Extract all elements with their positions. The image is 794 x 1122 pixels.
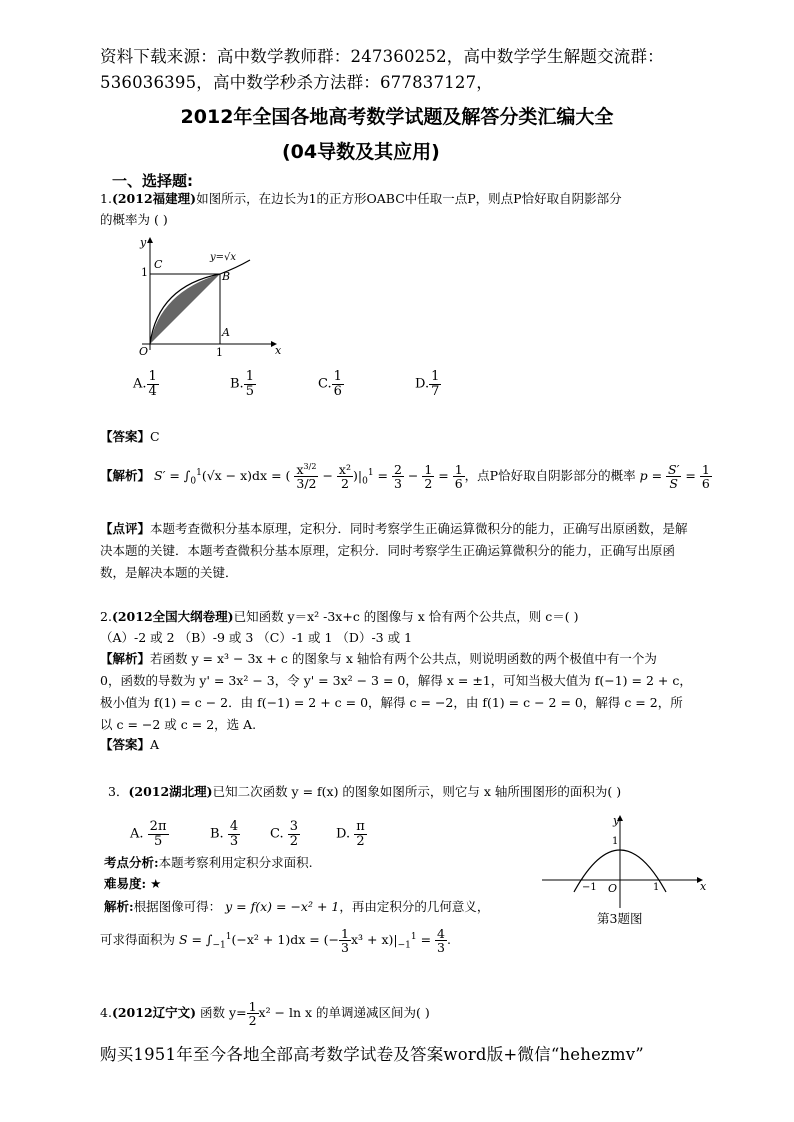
footer-ad: 购买1951年至今各地全部高考数学试卷及答案word版+微信“hehezmv”	[100, 1045, 644, 1064]
q3-label-x: x	[700, 880, 707, 893]
q1-option-d: D. $\frac{1}{7}$	[415, 369, 440, 399]
q3-analysis: 解析:根据图像可得： y = f(x) = −x² + 1，再由定积分的几何意义，	[104, 899, 490, 914]
q2-stem: 2.(2012全国大纲卷理)已知函数 y＝x² -3x+c 的图像与 x 恰有两个公共点，则 c＝( )	[100, 609, 579, 624]
q1-text: 如图所示，在边长为1的正方形OABC中任取一点P，则点P恰好取自阴影部分	[196, 191, 622, 206]
q2-answer: 【答案】A	[100, 737, 160, 752]
q1-option-a: A. $\frac{1}{4}$	[133, 369, 157, 399]
q2-analysis-1: 【解析】若函数 y = x³ − 3x + c 的图象与 x 轴恰有两个公共点，则说明函数的两个极值中有一个为	[100, 651, 657, 666]
q3-option-a: A. $\frac{2\pi}{5}$	[130, 819, 167, 849]
q4-stem: 4.(2012辽宁文) 函数 y= $\frac{1}{2}$ x² − ln x 的单调递减区间为( )	[100, 999, 430, 1029]
q1-number: 1.	[100, 191, 112, 206]
q3-label-o: O	[608, 882, 618, 895]
page-subtitle: (04导数及其应用)	[282, 141, 440, 163]
q2-analysis-2: 0，函数的导数为 y' = 3x² − 3，令 y' = 3x² − 3 = 0，解得 x = ±1，可知当极大值为 f(−1) = 2 + c，	[100, 673, 692, 688]
q3-difficulty: 难易度: ★	[104, 876, 162, 891]
q1-stem-cont: 的概率为 ( )	[100, 212, 168, 227]
q1-label-1x: 1	[216, 346, 223, 358]
header-line-2: 536036395，高中数学秒杀方法群：677837127，	[100, 73, 493, 92]
q3-graph-caption: 第3题图	[597, 911, 643, 926]
section-heading: 一、选择题:	[112, 172, 193, 190]
q3-option-c: C. $\frac{3}{2}$	[270, 819, 299, 849]
q3-label-1x: 1	[653, 882, 660, 893]
q3-label-1y: 1	[612, 836, 619, 847]
q1-option-b: B. $\frac{1}{5}$	[230, 369, 254, 399]
q1-label-y: y	[140, 236, 147, 249]
q2-options: （A）-2 或 2 （B）-9 或 3 （C）-1 或 1 （D）-3 或 1	[100, 630, 413, 645]
q2-analysis-3: 极小值为 f(1) = c − 2．由 f(−1) = 2 + c = 0，解得 c = −2，由 f(1) = c − 2 = 0，解得 c = 2，所	[100, 695, 683, 710]
q1-label-x: x	[275, 344, 282, 357]
q3-label-y: y	[613, 814, 620, 827]
q1-graph	[128, 228, 288, 358]
q1-option-c: C. $\frac{1}{6}$	[318, 369, 342, 399]
q1-label-c: C	[154, 258, 163, 271]
q3-graph	[540, 812, 710, 912]
header-line-1: 资料下载来源：高中数学教师群：247360252，高中数学学生解题交流群：	[100, 47, 664, 66]
q3-stem: 3．(2012湖北理)已知二次函数 y = f(x) 的图象如图所示，则它与 x 轴所围图形的面积为( )	[108, 784, 622, 799]
q1-curve-label: y=√x	[210, 252, 237, 263]
q3-option-b: B. $\frac{4}{3}$	[210, 819, 239, 849]
q1-curve	[150, 260, 250, 344]
q1-answer: 【答案】C	[100, 429, 160, 444]
q1-label-1y: 1	[141, 266, 148, 279]
q2-analysis-4: 以 c = −2 或 c = 2，选 A.	[100, 717, 257, 732]
q1-label-o: O	[139, 345, 149, 358]
q1-stem	[100, 188, 700, 210]
q3-keypoint: 考点分析:本题考察利用定积分求面积.	[104, 855, 313, 870]
q1-label-a: A	[222, 326, 230, 339]
q1-shaded-region	[150, 274, 220, 344]
q1-analysis: 【解析】 $S' = \int_0^1(√x - x)dx$ = ( $\frac{x^{3/2}}{3/2}$ − $\frac{\text{x²}}{2}$ )$|_0^1$ = $\frac{2}{3}$ − $\frac{1}{2}$ = $\frac{1}{6}$ ，点P恰好取自阴影部分的概率 p = $\frac{S'}{S}$ = $\frac{1}{6}$	[100, 461, 710, 492]
q1-label-b: B	[222, 270, 231, 283]
q1-source: (2012福建理)	[111, 191, 197, 206]
q3-option-d: D. $\frac{\pi}{2}$	[336, 819, 365, 849]
q3-area: 可求得面积为 $S = \int_{-1}^1(-x^2 + 1)dx$ = (− $\frac{1}{3}$ $x^3 + x)|_{-1}^1$ = $\frac{4}{3}$ .	[100, 926, 451, 956]
q1-comment: 【点评】本题考查微积分基本原理，定积分．同时考察学生正确运算微积分的能力，正确写出原函数，是解决本题的关键．本题考查微积分基本原理，定积分．同时考察学生正确运算微积分的能力，正确写出原函数，是解决本题的关键．	[100, 521, 688, 580]
page-title: 2012年全国各地高考数学试题及解答分类汇编大全	[180, 106, 614, 128]
q3-label-neg1: −1	[582, 882, 597, 893]
